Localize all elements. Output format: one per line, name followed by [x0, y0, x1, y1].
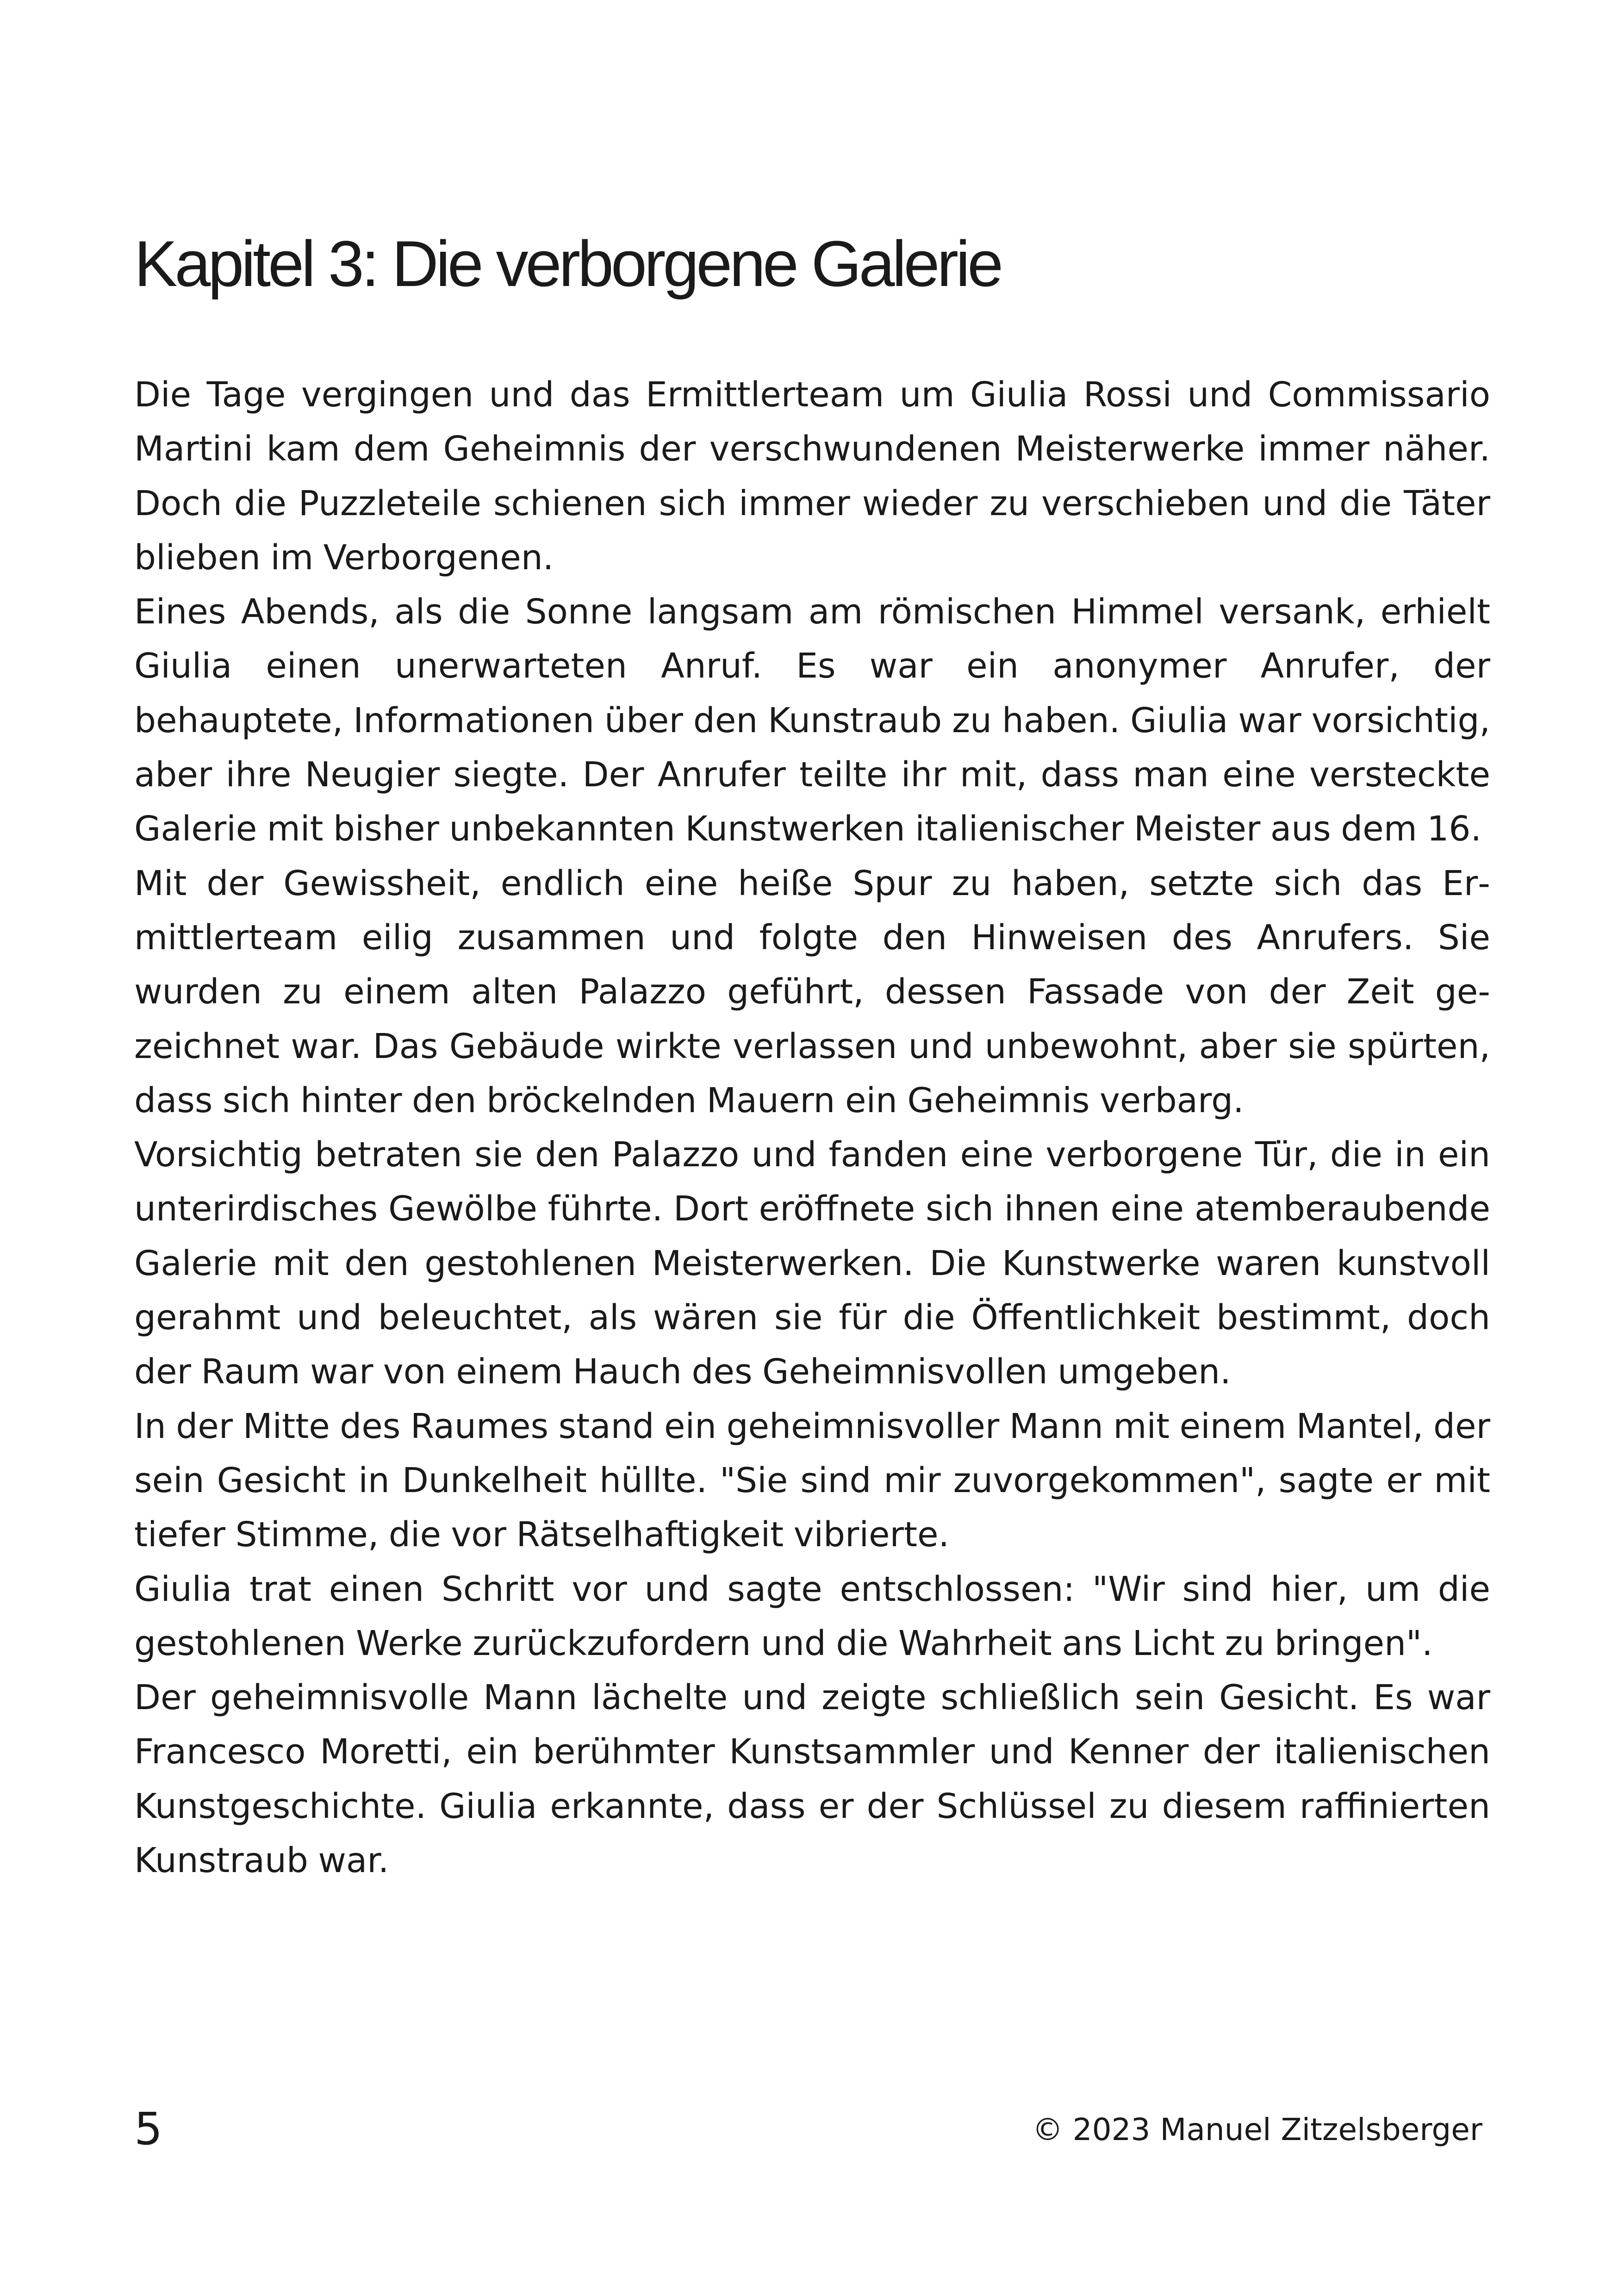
paragraph: In der Mitte des Raumes stand ein geheimnisvoller Mann mit einem Mantel, der sein Gesicht in Dunkelheit hüllte. "Sie sind mir zuvorgekommen", sagte er mit tiefer Stimme, die vor Rätselhaftigkeit vibrierte.	[134, 1406, 1490, 1555]
copyright-notice: © 2023 Manuel Zitzelsberger	[1032, 2112, 1482, 2147]
paragraph: Vorsichtig betraten sie den Palazzo und fanden eine verborgene Tür, die in ein unterirdisches Gewölbe führte. Dort eröffnete sich ihnen eine atemberaubende Galerie mit den gestohlenen Meisterwerken. Die Kunstwerke waren kunstvoll gerahmt und beleuchtet, als wären sie für die Öffentlichkeit bestimmt, doch der Raum war von einem Hauch des Geheimnisvollen umgeben.	[134, 1135, 1490, 1392]
chapter-title: Kapitel 3: Die verborgene Galerie	[134, 227, 1001, 300]
paragraph: Eines Abends, als die Sonne langsam am römischen Himmel versank, erhielt Giulia einen unerwarteten Anruf. Es war ein anonymer Anrufer, der behauptete, Informationen über den Kunstraub zu haben. Giulia war vorsichtig, aber ihre Neugier siegte. Der Anrufer teilte ihr mit, dass man eine versteckte Galerie mit bisher unbekannten Kunstwerken italienischer Meister aus dem 16.	[134, 592, 1490, 849]
page-number: 5	[134, 2103, 163, 2155]
paragraph: Mit der Gewissheit, endlich eine heiße Spur zu haben, setzte sich das Ermittlerteam eilig zusammen und folgte den Hinweisen des Anrufers. Sie wurden zu einem alten Palazzo geführt, dessen Fassade von der Zeit gezeichnet war. Das Gebäude wirkte verlassen und unbewohnt, aber sie spürten, dass sich hinter den bröckelnden Mauern ein Geheimnis verbarg.	[134, 863, 1490, 1120]
chapter-body	[134, 368, 1490, 1888]
paragraph: Die Tage vergingen und das Ermittlerteam um Giulia Rossi und Commissario Martini kam dem Geheimnis der verschwundenen Meisterwerke immer näher. Doch die Puzzleteile schienen sich immer wieder zu verschieben und die Täter blieben im Verborgenen.	[134, 375, 1490, 578]
paragraph: Giulia trat einen Schritt vor und sagte entschlossen: "Wir sind hier, um die gestohlenen Werke zurückzufordern und die Wahrheit ans Licht zu bringen".	[134, 1569, 1490, 1663]
paragraph: Der geheimnisvolle Mann lächelte und zeigte schließlich sein Gesicht. Es war Francesco Moretti, ein berühmter Kunstsammler und Kenner der italienischen Kunstgeschichte. Giulia erkannte, dass er der Schlüssel zu diesem raffinierten Kunstraub war.	[134, 1678, 1490, 1881]
page-footer	[134, 2097, 1484, 2161]
